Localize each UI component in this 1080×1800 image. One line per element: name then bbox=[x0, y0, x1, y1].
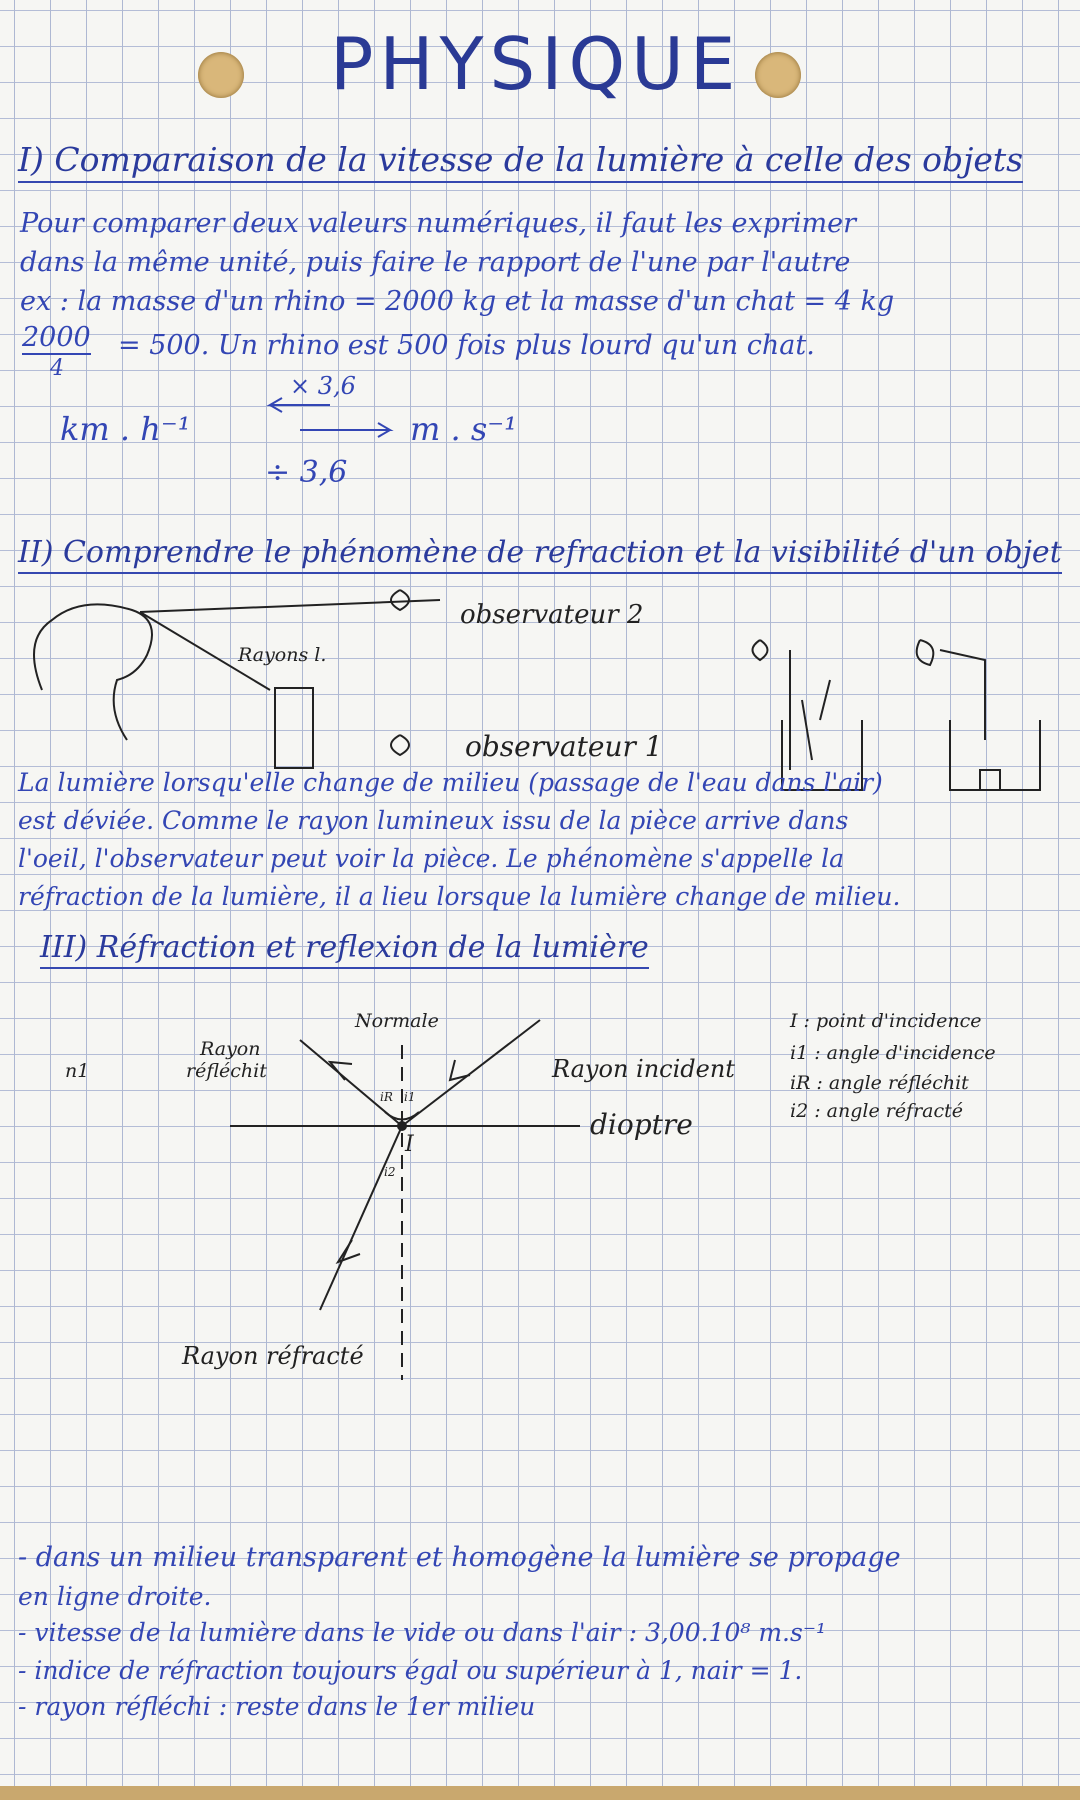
label-rayon-reflechi: Rayon bbox=[200, 1038, 261, 1060]
label-dioptre: dioptre bbox=[590, 1108, 693, 1141]
bullet-line: en ligne droite. bbox=[18, 1582, 212, 1611]
label-normale: Normale bbox=[355, 1010, 439, 1032]
fraction-denominator: 4 bbox=[50, 356, 64, 381]
multiply-factor: × 3,6 bbox=[290, 372, 356, 400]
bullet-line: - vitesse de la lumière dans le vide ou dans l'air : 3,00.10⁸ m.s⁻¹ bbox=[18, 1618, 827, 1647]
fraction-result: = 500. Un rhino est 500 fois plus lourd qu'un chat. bbox=[118, 330, 815, 361]
section3-heading: III) Réfraction et reflexion de la lumière bbox=[40, 930, 649, 969]
section1-line: dans la même unité, puis faire le rapport de l'une par l'autre bbox=[20, 247, 851, 278]
paper-edge bbox=[0, 1786, 1080, 1800]
incident-ray bbox=[402, 1020, 540, 1126]
unit-ms: m . s⁻¹ bbox=[410, 410, 517, 448]
bullet-line: - rayon réfléchi : reste dans le 1er milieu bbox=[18, 1692, 536, 1721]
legend-item: i1 : angle d'incidence bbox=[790, 1042, 996, 1064]
label-rayon-incident: Rayon incident bbox=[552, 1055, 735, 1083]
label-observer-1: observateur 1 bbox=[465, 730, 663, 763]
label-rays: Rayons l. bbox=[238, 644, 327, 666]
label-rayon-refracte: Rayon réfracté bbox=[182, 1342, 364, 1370]
legend-item: iR : angle réfléchit bbox=[790, 1072, 969, 1094]
divide-factor: ÷ 3,6 bbox=[265, 455, 348, 490]
label-rayon-reflechi-2: réfléchit bbox=[186, 1060, 267, 1082]
section1-line: Pour comparer deux valeurs numériques, il faut les exprimer bbox=[20, 208, 857, 239]
legend-item: I : point d'incidence bbox=[790, 1010, 982, 1032]
label-observer-2: observateur 2 bbox=[460, 600, 644, 630]
bullet-line: - indice de réfraction toujours égal ou supérieur à 1, nair = 1. bbox=[18, 1656, 803, 1685]
label-angle-i2: i2 bbox=[384, 1165, 396, 1179]
section1-line: ex : la masse d'un rhino = 2000 kg et la masse d'un chat = 4 kg bbox=[20, 286, 895, 317]
section2-line: est déviée. Comme le rayon lumineux issu de la pièce arrive dans bbox=[18, 806, 849, 835]
section2-line: La lumière lorsqu'elle change de milieu (passage de l'eau dans l'air) bbox=[18, 768, 883, 797]
page-title: PHYSIQUE bbox=[330, 22, 742, 106]
section1-heading: I) Comparaison de la vitesse de la lumière à celle des objets bbox=[18, 140, 1023, 183]
label-angle-i1: i1 bbox=[404, 1090, 416, 1104]
section2-heading: II) Comprendre le phénomène de refraction et la visibilité d'un objet bbox=[18, 535, 1062, 574]
unit-kmh: km . h⁻¹ bbox=[60, 410, 191, 448]
legend-item: i2 : angle réfracté bbox=[790, 1100, 964, 1122]
bullet-line: - dans un milieu transparent et homogène la lumière se propage bbox=[18, 1542, 901, 1573]
label-point-I: I bbox=[405, 1132, 414, 1157]
section2-line: l'oeil, l'observateur peut voir la pièce. Le phénomène s'appelle la bbox=[18, 844, 845, 873]
fraction-numerator: 2000 bbox=[22, 322, 91, 353]
label-angle-ir: iR bbox=[380, 1090, 393, 1104]
label-n1: n1 bbox=[65, 1060, 90, 1082]
refracted-ray bbox=[320, 1126, 402, 1310]
section2-line: réfraction de la lumière, il a lieu lorsque la lumière change de milieu. bbox=[18, 882, 901, 911]
